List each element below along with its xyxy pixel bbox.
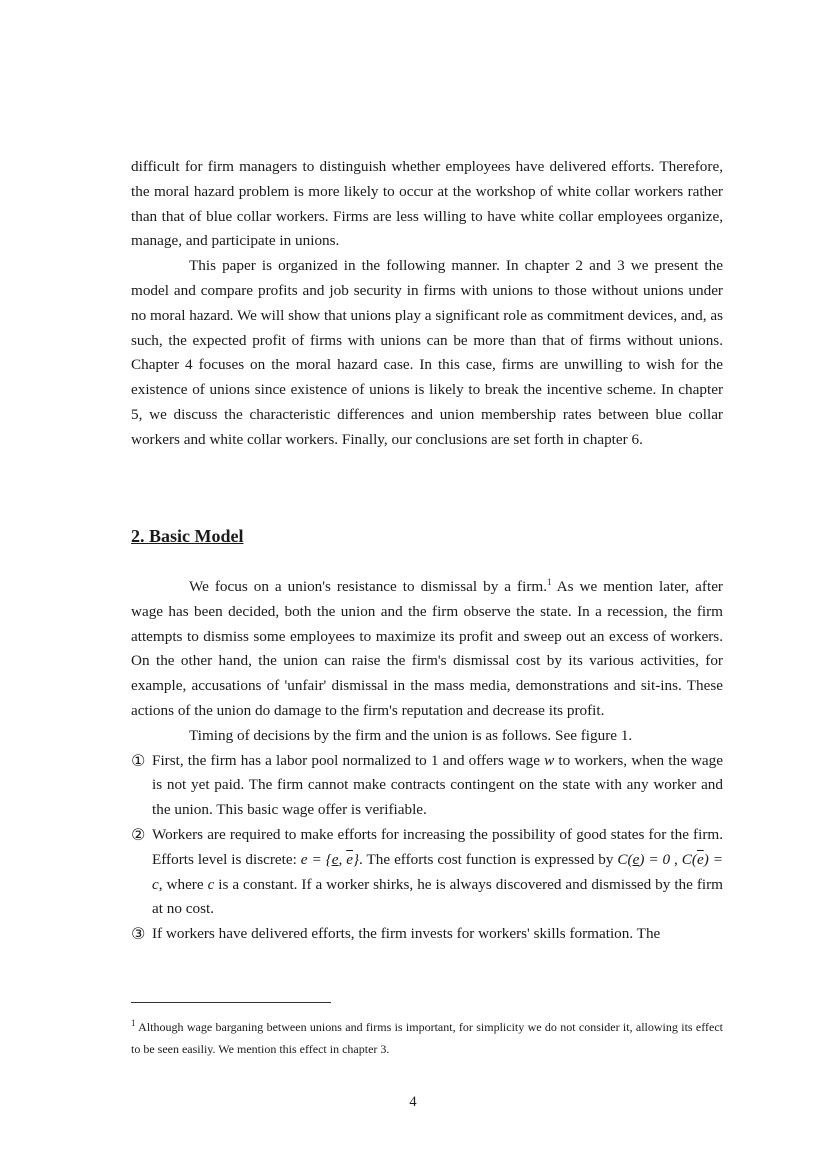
item-text: is a constant. If a worker shirks, he is always discovered and dismissed by the firm at no cost. (152, 875, 723, 918)
list-item (131, 749, 723, 823)
math-constant: c (207, 875, 215, 893)
item-number: ① (131, 750, 146, 770)
math-wage: w (544, 751, 555, 769)
page-number: 4 (409, 1094, 417, 1110)
intro-paragraph-1: difficult for firm managers to distinguish whether employees have delivered efforts. Therefore, the moral hazard problem is more likely to occur at the workshop of white collar workers rather than that of blue collar workers. Firms are less willing to have white collar employees organize, manage, and participate in unions. (131, 158, 723, 250)
footnote-mark: 1 (131, 1018, 136, 1028)
list-item: ② Workers are required to make efforts for increasing the possibility of good states for the firm. Efforts level is discrete: e = {e, $\overline{e}$}. The efforts cost function is expressed by C(e) = 0 , $C(\overline{e}) = c$, where c is a constant. If a worker shirks, he is always discovered and dismissed by the firm at no cost. (131, 824, 723, 918)
item-number: ③ (131, 924, 146, 944)
item-text: First, the firm has a labor pool normalized to 1 and offers wage (152, 751, 545, 769)
footnote (131, 1016, 723, 1060)
item-text: Workers are required to make efforts for increasing the possibility of good states for the firm. Efforts level is discrete: (152, 825, 723, 868)
item-text: . The efforts cost function is expressed by (359, 850, 618, 868)
math-cost-high: $C(\overline{e}) = c$ (152, 850, 723, 893)
section-paragraph-2: Timing of decisions by the firm and the union is as follows. See figure 1. (189, 726, 633, 744)
item-text: If workers have delivered efforts, the firm invests for workers' skills formation. The (152, 925, 661, 943)
footnote-reference: 1 (547, 576, 552, 587)
math-cost-low: C(e) = 0 (617, 850, 671, 868)
section-paragraph-1 (131, 575, 723, 724)
footnote-divider (131, 1002, 331, 1003)
intro-block (131, 155, 723, 453)
footnote-text: Although wage barganing between unions and firms is important, for simplicity we do not consider it, allowing its effect to be seen easiliy. We mention this effect in chapter 3. (131, 1020, 723, 1056)
math-effort-set: e = {e, $\overline{e}$} (300, 850, 360, 868)
item-text: to workers, when the wage is not yet paid. The firm cannot make contracts contingent on the state with any worker and the union. This basic wage offer is verifiable. (152, 751, 724, 819)
section-body (131, 575, 723, 947)
list-item (131, 922, 723, 947)
section-paragraph-1-continuation: As we mention later, after wage has been decided, both the union and the firm observe the state. In a recession, the firm attempts to dismiss some employees to maximize its profit and sweep out an excess of workers. On the other hand, the union can raise the firm's dismissal cost by its various activities, for example, accusations of 'unfair' dismissal in the mass media, demonstrations and sit-ins. These actions of the union do damage to the firm's reputation and decrease its profit. (131, 578, 723, 719)
section-heading: 2. Basic Model (131, 526, 244, 546)
section-paragraph-1-text: We focus on a union's resistance to dismissal by a firm. (189, 578, 547, 595)
intro-paragraph-2: This paper is organized in the following manner. In chapter 2 and 3 we present the model and compare profits and job security in firms with unions to those without unions under no moral hazard. We will show that unions play a significant role as commitment devices, and, as such, the expected profit of firms with unions can be more than that of firms without unions. Chapter 4 focuses on the moral hazard case. In this case, firms are unwilling to wish for the existence of unions since existence of unions is likely to break the incentive scheme. In chapter 5, we discuss the characteristic differences and union membership rates between blue collar workers and white collar workers. Finally, our conclusions are set forth in chapter 6. (131, 257, 723, 448)
item-number: ② (131, 824, 146, 844)
